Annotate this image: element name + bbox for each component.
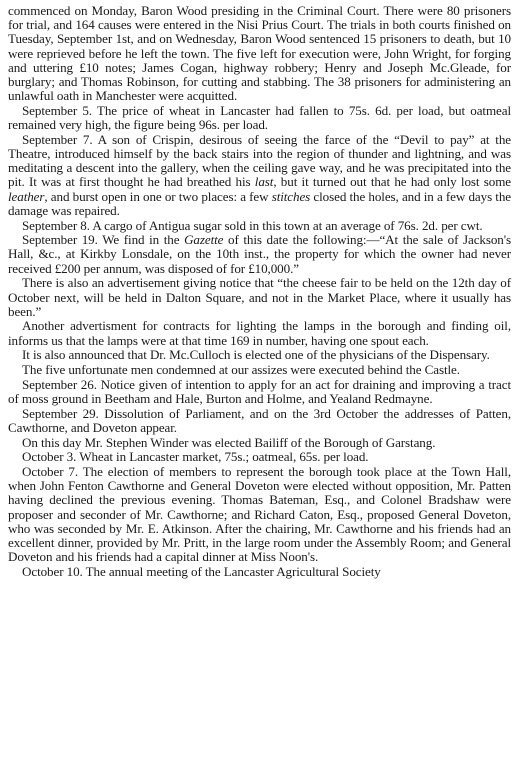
paragraph-assizes-opening: commenced on Monday, Baron Wood presiding in the Criminal Court. There were 80 prisoners for trial, and 164 causes were entered in the Nisi Prius Court. The trials in both courts finished on Tuesday, September 1st, and on Wednesday, Baron Wood sentenced 15 prisoners to death, but 10 were reprieved before he left the town. The five left for execution were, John Wright, for forging and uttering £10 notes; James Cogan, highway robbery; Henry and Joseph Mc.Gleade, for burglary; and Thomas Robinson, for cutting and stabbing. The 38 prisoners for administering an unlawful oath in Manchester were acquitted. [8,3,511,104]
paragraph-executions: The five unfortunate men condemned at our assizes were executed behind the Castle. [22,362,460,378]
italic-word: Gazette [184,232,224,248]
paragraph-sept-5: September 5. The price of wheat in Lancaster had fallen to 75s. 6d. per load, but oatmeal remained very high, the figure being 96s. per load. [8,102,511,133]
text-segment: closed the holes, and in a few days the damage was repaired. [8,188,511,218]
paragraph-oct-3: October 3. Wheat in Lancaster market, 75s.; oatmeal, 65s. per load. [22,449,369,465]
paragraph-sept-26: September 26. Notice given of intention to apply for an act for draining and improving a tract of moss ground in Beetham and Hale, Burton and Holme, and Yealand Redmayne. [8,376,511,406]
italic-word: last [254,174,274,190]
paragraph-lamps: Another advertisment for contracts for lighting the lamps in the borough and finding oil, informs us that the lamps were at that time 169 in number, having one spout each. [8,318,511,348]
paragraph-sept-8: September 8. A cargo of Antigua sugar sold in this town at an average of 76s. 2d. per cwt. [22,217,483,233]
italic-word: leather [8,188,45,204]
paragraph-bailiff: On this day Mr. Stephen Winder was elected Bailiff of the Borough of Garstang. [22,434,436,450]
paragraph-sept-29: September 29. Dissolution of Parliament, and on the 3rd October the addresses of Patten, Cawthorne, and Doveton appear. [8,405,511,435]
text-segment: of this date the following:—“At the sale of Jackson's Hall, &c., at Kirkby Lonsdale, on the 10th inst., the property for which the owner had never received £200 per annum, was disposed of for £10,000.” [8,232,511,276]
text-segment: September 7. A son of Crispin, desirous of seeing the farce of the “Devil to pay” at the Theatre, introduced himself by the back stairs into the region of thunder and lightning, and was meditating a descent into the gallery, when the ceiling gave way, and he was precipitated into the pit. It was at first thought he had breathed his [8,131,511,190]
paragraph-oct-7: October 7. The election of members to represent the borough took place at the Town Hall, when John Fenton Cawthorne and General Doveton were elected without opposition, Mr. Patten having declined the previous evening. Thomas Bateman, Esq., and Colonel Bradshaw were proposer and seconder of Mr. Cawthorne; and Richard Caton, Esq., proposed General Doveton, who was seconded by Mr. E. Atkinson. After the chairing, Mr. Cawthorne and his friends had an excellent dinner, provided by Mr. Pritt, in the large room under the Assembly Room; and General Doveton and his friends had a capital dinner at Miss Noon's. [8,464,511,565]
text-segment: , and burst open in one or two places: a few [44,188,272,204]
paragraph-sept-7 [8,133,511,218]
paragraph-cheese-fair: There is also an advertisement giving notice that “the cheese fair to be held on the 12th day of October next, will be held in Dalton Square, and not in the Market Place, where it usually has been.” [8,275,511,319]
paragraph-oct-10: October 10. The annual meeting of the Lancaster Agricultural Society [22,563,381,579]
text-segment: , but it turned out that he had only lost some [273,174,511,190]
paragraph-dispensary: It is also announced that Dr. Mc.Culloch is elected one of the physicians of the Dispensary. [22,347,490,363]
italic-word: stitches [271,188,311,204]
text-segment: September 19. We find in the [22,232,185,248]
paragraph-sept-19 [8,233,511,276]
document-page [8,4,511,579]
